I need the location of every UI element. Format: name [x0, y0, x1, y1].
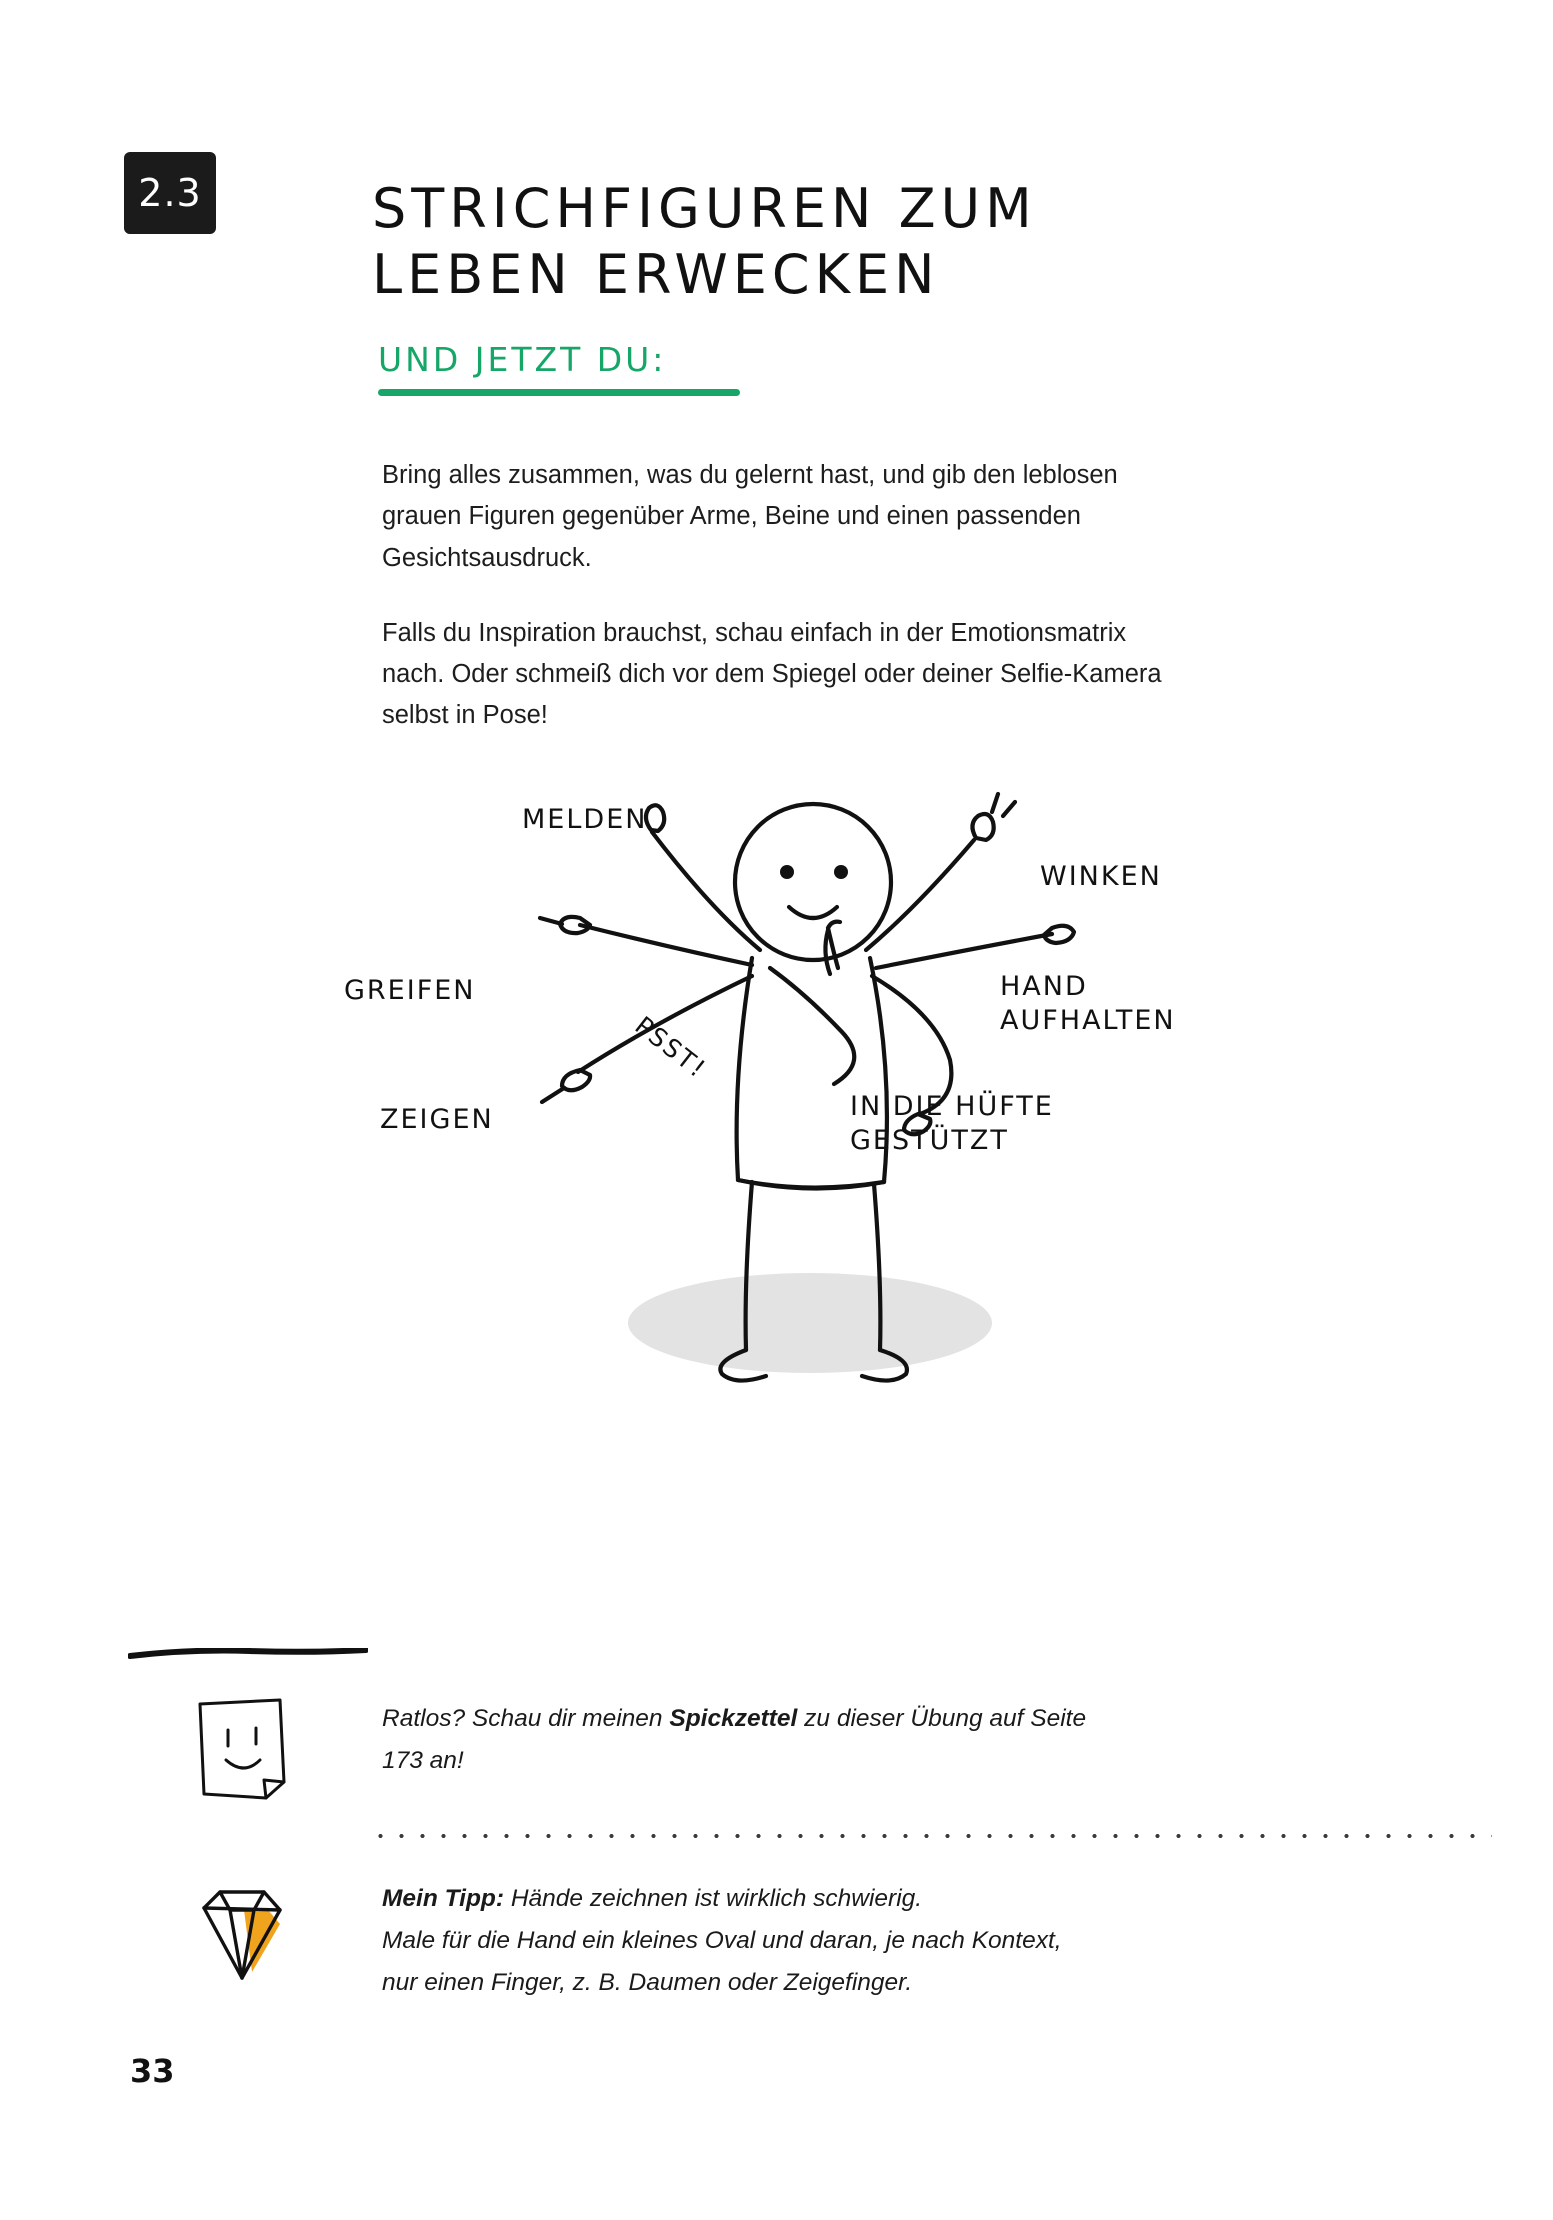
stick-figure-drawing	[300, 790, 1320, 1600]
body-paragraph-1: Bring alles zusammen, was du gelernt hast, und gib den leblosen grauen Figuren gegenüber Arme, Beine und einen passenden Gesichtsausdruck.	[382, 461, 1118, 572]
subheading-underline	[378, 389, 740, 396]
body-copy	[382, 455, 1182, 737]
tip-label: Mein Tipp:	[382, 1885, 505, 1912]
diamond-icon	[182, 1878, 300, 1990]
label-hand-aufhalten	[1000, 970, 1176, 1038]
note-suffix: zu dieser Übung auf Seite 173 an!	[382, 1705, 1087, 1775]
note-bold: Spickzettel	[669, 1705, 798, 1732]
tip-line-3: nur einen Finger, z. B. Daumen oder Zeigefinger.	[382, 1969, 913, 1997]
label-greifen: GREIFEN	[344, 975, 476, 1006]
stick-figure-illustration	[300, 790, 1320, 1600]
label-in-die-huefte-gestuetzt	[850, 1090, 1054, 1158]
label-huefte-line-1: IN DIE HÜFTE	[850, 1091, 1054, 1122]
brush-divider	[128, 1648, 368, 1660]
body-paragraph-2: Falls du Inspiration brauchst, schau einfach in der Emotionsmatrix nach. Oder schmeiß dich vor dem Spiegel oder deiner Selfie-Kamera selbst in Pose!	[382, 618, 1162, 730]
label-winken: WINKEN	[1040, 861, 1162, 892]
chapter-number-badge	[124, 152, 216, 234]
page-number: 33	[130, 2052, 175, 2090]
note-text	[382, 1698, 1122, 1782]
label-hand-aufhalten-line-1: HAND	[1000, 971, 1088, 1002]
label-huefte-line-2: GESTÜTZT	[850, 1124, 1009, 1156]
tip-text	[382, 1878, 1282, 2004]
page-title-line-2: LEBEN ERWECKEN	[372, 243, 940, 307]
dotted-separator	[370, 1832, 1492, 1840]
label-psst: PSST!	[629, 1010, 713, 1085]
page-title	[372, 176, 1272, 308]
label-hand-aufhalten-line-2: AUFHALTEN	[1000, 1004, 1176, 1036]
label-melden: MELDEN	[522, 804, 648, 835]
note-prefix: Ratlos? Schau dir meinen	[382, 1705, 670, 1732]
sticky-note-icon	[188, 1690, 298, 1805]
tip-line-1: Hände zeichnen ist wirklich schwierig.	[504, 1885, 923, 1912]
subheading-block	[378, 340, 740, 396]
chapter-number: 2.3	[138, 171, 202, 215]
tip-line-2: Male für die Hand ein kleines Oval und daran, je nach Kontext,	[382, 1927, 1062, 1955]
page-title-line-1: STRICHFIGUREN ZUM	[372, 177, 1037, 241]
subheading: UND JETZT DU:	[378, 340, 667, 379]
label-zeigen: ZEIGEN	[380, 1104, 494, 1135]
